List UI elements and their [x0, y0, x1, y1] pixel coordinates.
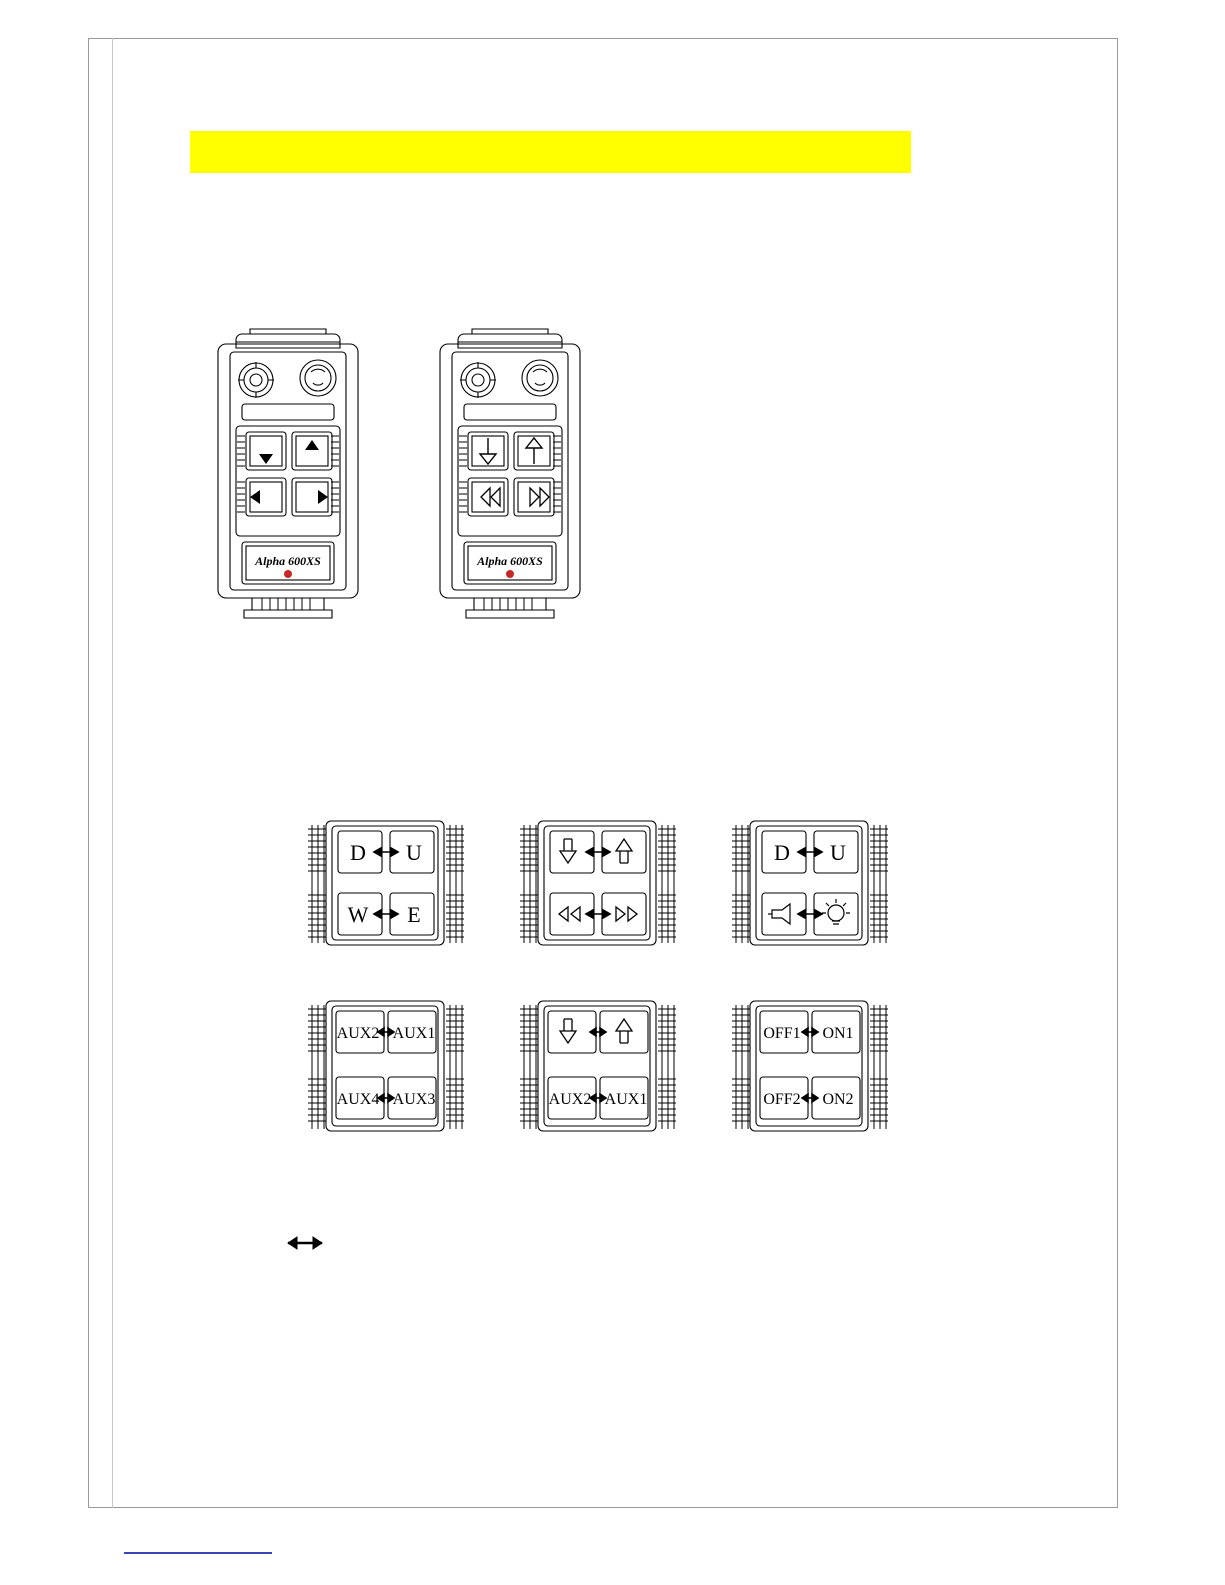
keypad-onoff: [724, 995, 896, 1131]
key-label: E: [407, 902, 421, 927]
transmitter-right-label: Alpha 600XS: [477, 554, 543, 568]
footer-rule: [124, 1552, 272, 1554]
key-label: D: [350, 840, 366, 865]
transmitter-right: [434, 320, 586, 625]
keypad-arrows-aux: [512, 995, 684, 1131]
arrow-down-icon: [560, 1019, 576, 1043]
key-label: D: [774, 840, 790, 865]
key-label: OFF2: [763, 1091, 801, 1108]
keypad-aux-1234: [300, 995, 472, 1131]
transmitter-left: [212, 320, 364, 625]
legend-double-arrow: [276, 1228, 336, 1258]
key-label: AUX2: [336, 1025, 380, 1042]
rewind-icon: [559, 907, 580, 921]
key-label: AUX1: [604, 1091, 648, 1108]
fast-forward-icon: [616, 907, 637, 921]
key-label: U: [406, 840, 422, 865]
keypad-duwe: [300, 815, 472, 951]
key-label: AUX4: [336, 1091, 380, 1108]
key-label: AUX2: [548, 1091, 592, 1108]
key-label: AUX3: [392, 1091, 436, 1108]
key-label: AUX1: [392, 1025, 436, 1042]
horn-icon: [768, 904, 790, 924]
keypad-du-horn-light: [724, 815, 896, 951]
arrow-up-icon: [616, 839, 632, 863]
key-label: ON1: [822, 1025, 854, 1042]
keypad-arrows: [512, 815, 684, 951]
page-border-inner: [112, 38, 1118, 1508]
arrow-up-icon: [616, 1019, 632, 1043]
arrow-down-icon: [560, 839, 576, 863]
key-label: ON2: [822, 1091, 854, 1108]
key-label: W: [347, 902, 369, 927]
transmitter-left-label: Alpha 600XS: [255, 554, 321, 568]
lamp-icon: [822, 899, 850, 924]
key-label: U: [830, 840, 846, 865]
highlight-banner: [190, 131, 911, 173]
key-label: OFF1: [763, 1025, 801, 1042]
